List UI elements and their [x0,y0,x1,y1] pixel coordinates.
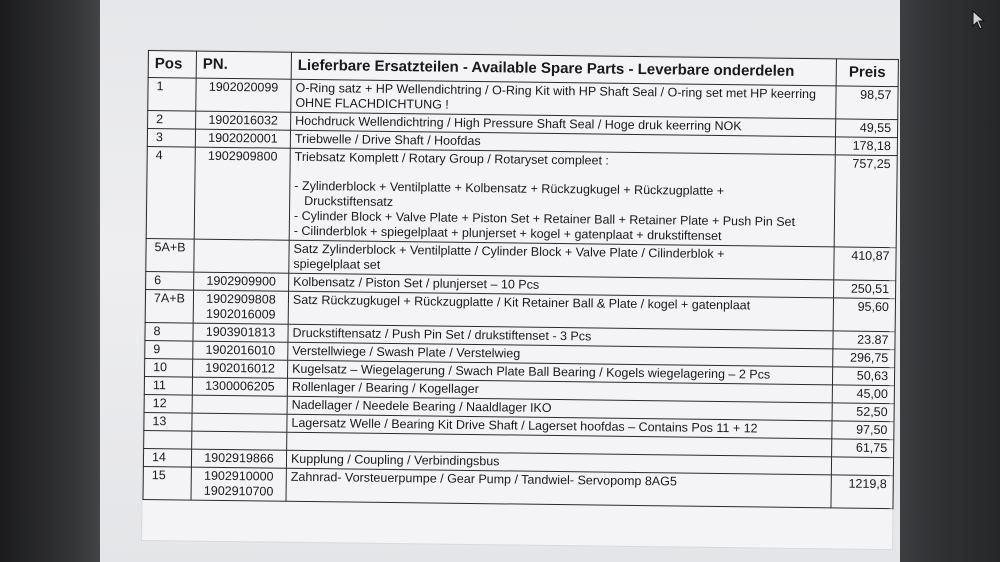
part-number-line: 1903901813 [205,324,276,340]
part-number-line: 1902910700 [203,483,274,499]
row-description [286,468,831,508]
row-price: 1219,8 [831,475,893,509]
row-part-number [194,272,289,291]
row-price: 250,51 [834,280,896,299]
header-description: Lieferbare Ersatzteilen - Available Spare Parts - Leverbare onderdelen [291,52,836,86]
part-number-line [195,415,285,416]
description-line: Hochdruck Wellendichtring / High Pressure Shaft Seal / Hoge druk keerring NOK [295,113,742,134]
row-part-number [193,290,288,324]
row-part-number [194,147,290,240]
description-line: - Zylinderblock + Ventilplatte + Kolbensatz + Rückzugkugel + Rückzugplatte + [294,178,725,199]
row-pos: 6 [146,271,194,290]
row-pos: 3 [147,129,195,148]
row-part-number [191,449,286,468]
row-price [831,457,893,476]
row-price: 45,00 [832,385,894,404]
spare-parts-document [142,50,898,549]
part-number-line [194,433,284,434]
description-line: Rollenlager / Bearing / Kogellager [291,379,479,397]
description-line: Zahnrad- Vorsteuerpumpe / Gear Pump / Tandwiel- Servopomp 8AG5 [290,469,677,489]
part-number-line: 1902919866 [204,450,274,466]
part-number-line: 1902909808 [206,291,276,307]
row-price: 97,50 [832,421,894,440]
monitor-bezel-right [900,0,1000,562]
row-price: 95,60 [833,298,895,332]
description-line: Kugelsatz – Wiegelagerung / Swach Plate Ball Bearing / Kogels wiegelagering – 2 Pcs [292,361,771,382]
part-number-line: 1902020001 [208,130,278,146]
row-price: 61,75 [832,439,894,458]
row-part-number [192,431,287,450]
row-pos: 15 [143,466,191,500]
row-part-number [196,111,291,130]
part-number-line: 1902016009 [205,306,276,322]
row-pos: 14 [143,448,191,467]
description-line: Druckstiftensatz / Push Pin Set / drukstiftenset - 3 Pcs [292,325,592,344]
row-price: 757,25 [834,155,897,248]
row-price: 98,57 [836,86,898,120]
part-number-line: 1902016032 [208,112,278,128]
header-price: Preis [836,59,898,87]
row-part-number [196,78,291,112]
description-line: Druckstiftensatz [304,193,394,210]
row-pos: 7A+B [145,289,193,323]
row-part-number [193,359,288,378]
description-line: Nadellager / Needele Bearing / Naaldlager IKO [291,397,552,415]
row-part-number [192,413,287,432]
header-pn: PN. [196,51,291,79]
part-number-line: 1300006205 [205,378,275,394]
row-pos: 5A+B [146,238,194,272]
description-line: Lagersatz Welle / Bearing Kit Drive Shaft / Lagerset hoofdas – Contains Pos 11 + 12 [291,415,758,436]
row-pos: 8 [145,322,193,341]
row-price: 296,75 [833,349,895,368]
row-price: 49,55 [835,119,897,138]
spare-parts-table [143,50,899,509]
description-line: Triebsatz Komplett / Rotary Group / Rotaryset compleet : [294,149,610,168]
part-number-line: 1902909900 [206,273,277,289]
row-pos: 13 [144,412,192,431]
table-row [146,146,897,247]
row-part-number [193,341,288,360]
description-line: O-Ring satz + HP Wellendichtring / O-Ring Kit with HP Shaft Seal / O-ring set met HP keerring OHNE FLACHDICHTUNG ! [295,80,817,112]
part-number-line: 1902016010 [205,342,276,358]
description-line: Kupplung / Coupling / Verbindingsbus [290,451,500,469]
row-pos: 9 [145,340,193,359]
part-number-line [195,397,285,398]
description-line: spiegelplaat set [293,256,381,272]
row-pos: 11 [144,376,192,395]
description-line: - Cilinderblok + spiegelplaat + plunjerset + kogel + gatenplaat + drukstiftenset [293,223,722,244]
row-part-number [191,467,286,501]
table-body [143,78,898,509]
row-pos: 1 [148,78,196,112]
mouse-pointer-icon [972,10,986,30]
row-part-number [192,395,287,414]
description-line: - Cylinder Block + Valve Plate + Piston Set + Retainer Ball + Retainer Plate + Push Pin Set [293,208,796,229]
row-part-number [194,239,289,273]
description-line: Triebwelle / Drive Shaft / Hoofdas [294,131,481,149]
row-price: 52,50 [832,403,894,422]
row-part-number [192,377,287,396]
row-price: 178,18 [835,137,897,156]
row-pos [144,430,192,449]
part-number-line: 1902910000 [203,468,274,484]
description-line: Satz Rückzugkugel + Rückzugplatte / Kit Retainer Ball & Plate / kogel + gatenplaat [292,292,751,313]
part-number-line: 1902016012 [205,360,275,376]
row-description [289,148,835,247]
part-number-line: 1902020099 [208,79,279,95]
row-pos: 4 [146,146,195,239]
row-pos: 2 [148,111,196,130]
row-pos: 12 [144,394,192,413]
part-number-line: 1902909800 [207,148,278,164]
row-price: 50,63 [832,367,894,386]
row-pos: 10 [145,358,193,377]
header-pos: Pos [148,51,196,79]
part-number-line [197,241,287,242]
row-part-number [195,129,290,148]
row-price: 410,87 [834,247,896,281]
description-line: Satz Zylinderblock + Ventilplatte / Cylinder Block + Valve Plate / Cilinderblok + [293,241,725,262]
row-part-number [193,323,288,342]
row-price: 23.87 [833,331,895,350]
description-line: Kolbensatz / Piston Set / plunjerset – 10 Pcs [293,274,540,292]
monitor-bezel-left [0,0,110,562]
description-line: Verstellwiege / Swash Plate / Verstelwieg [292,343,521,361]
